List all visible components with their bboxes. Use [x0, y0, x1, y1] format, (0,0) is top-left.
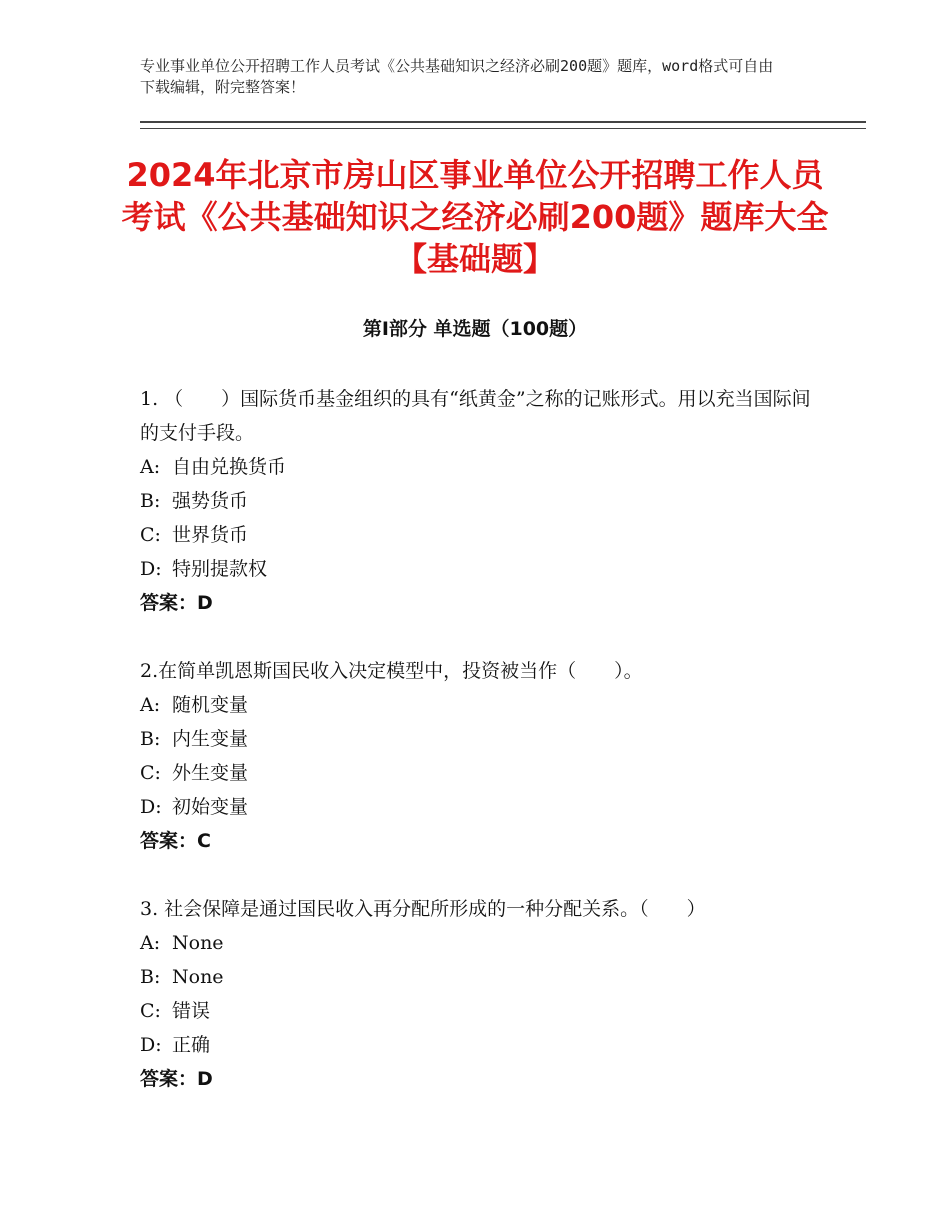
option-letter: C: [140, 1000, 161, 1022]
option-text: 特别提款权 [172, 558, 268, 580]
option-text: 外生变量 [172, 762, 249, 784]
question-stem: 3. 社会保障是通过国民收入再分配所形成的一种分配关系。（ ） [140, 898, 706, 920]
option-letter: B: [140, 490, 161, 512]
question-1 [140, 382, 820, 620]
option-letter: C: [140, 762, 161, 784]
option-text: 错误 [172, 1000, 211, 1022]
header-divider [140, 121, 866, 129]
option-letter: B: [140, 966, 161, 988]
document-header-note: 专业事业单位公开招聘工作人员考试《公共基础知识之经济必刷200题》题库，word格式可自由下载编辑，附完整答案！ [140, 57, 774, 96]
option-text: 世界货币 [172, 524, 249, 546]
option-a [140, 688, 820, 722]
option-b [140, 722, 820, 756]
option-c [140, 518, 820, 552]
option-text: 强势货币 [172, 490, 249, 512]
question-2 [140, 654, 820, 858]
option-d [140, 552, 820, 586]
option-letter: B: [140, 728, 161, 750]
option-text: 自由兑换货币 [172, 456, 287, 478]
question-stem: 1. （ ）国际货币基金组织的具有“纸黄金”之称的记账形式。用以充当国际间的支付手段。 [140, 388, 811, 444]
option-text: 随机变量 [172, 694, 249, 716]
option-a [140, 450, 820, 484]
answer: 答案：D [140, 1068, 213, 1090]
answer: 答案：D [140, 592, 213, 614]
answer: 答案：C [140, 830, 211, 852]
option-d [140, 1028, 820, 1062]
section-heading: 第Ⅰ部分 单选题（100题） [362, 318, 588, 340]
option-a [140, 926, 820, 960]
option-d [140, 790, 820, 824]
question-list [140, 382, 820, 1130]
option-letter: D: [140, 558, 162, 580]
option-b [140, 960, 820, 994]
option-text: None [172, 966, 224, 988]
option-letter: D: [140, 1034, 162, 1056]
document-title: 2024年北京市房山区事业单位公开招聘工作人员考试《公共基础知识之经济必刷200题》题库大全【基础题】 [121, 156, 829, 278]
option-c [140, 994, 820, 1028]
option-letter: C: [140, 524, 161, 546]
option-b [140, 484, 820, 518]
option-text: 正确 [172, 1034, 211, 1056]
question-3 [140, 892, 820, 1096]
option-letter: D: [140, 796, 162, 818]
option-letter: A: [140, 456, 161, 478]
option-letter: A: [140, 694, 161, 716]
question-stem: 2.在简单凯恩斯国民收入决定模型中，投资被当作（ ）。 [140, 660, 643, 682]
option-text: None [172, 932, 224, 954]
option-text: 内生变量 [172, 728, 249, 750]
option-text: 初始变量 [172, 796, 249, 818]
option-c [140, 756, 820, 790]
option-letter: A: [140, 932, 161, 954]
